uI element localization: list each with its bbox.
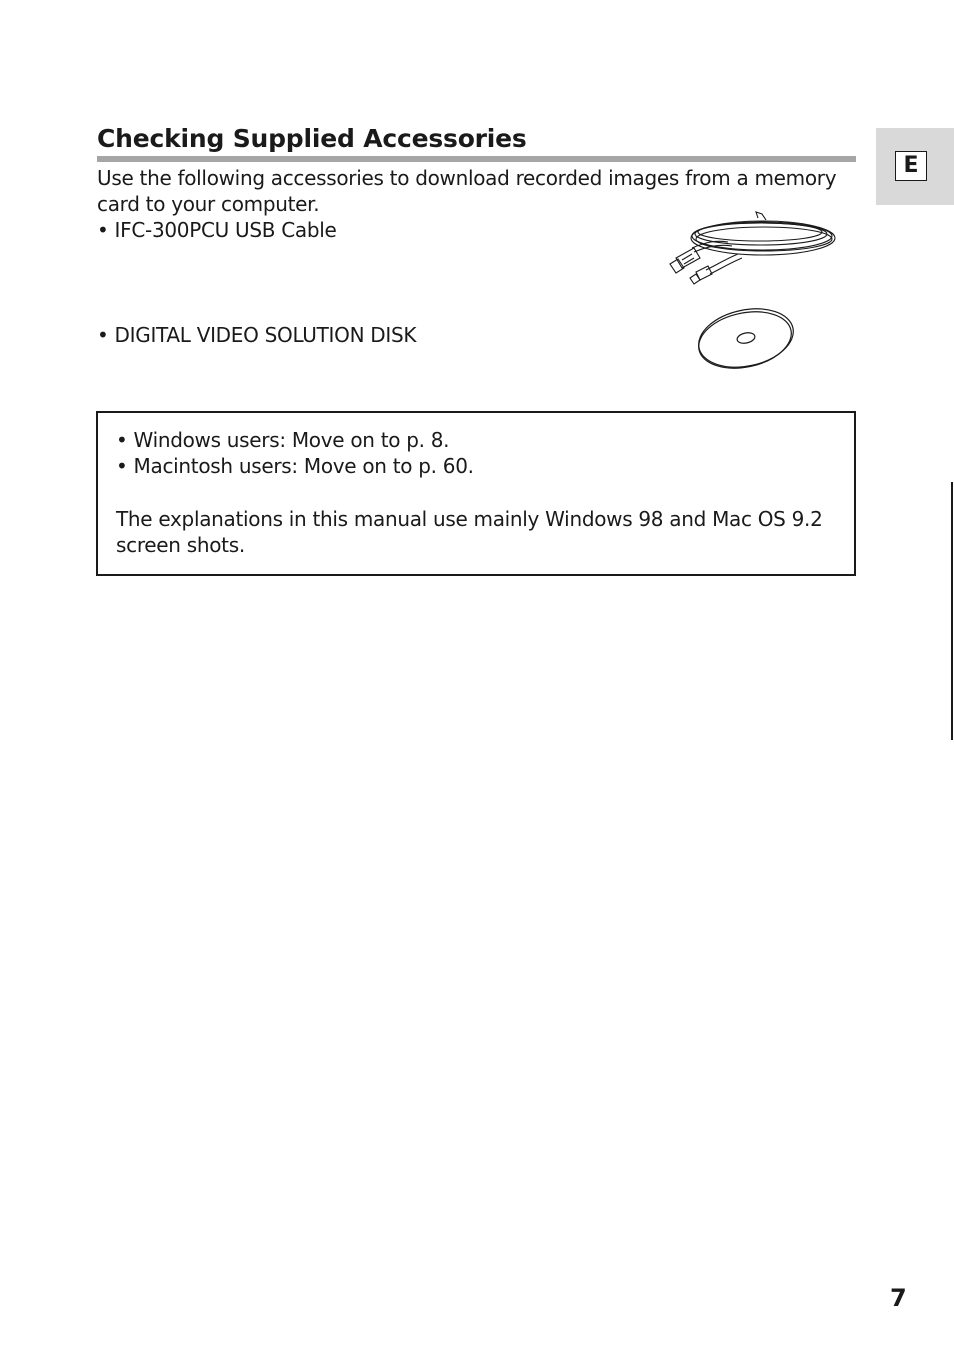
accessory-usb-cable-label: • IFC-300PCU USB Cable <box>97 218 337 242</box>
notice-paragraph: The explanations in this manual use mainly Windows 98 and Mac OS 9.2 screen shots. <box>116 507 823 557</box>
page-title: Checking Supplied Accessories <box>97 124 527 153</box>
notice-windows-line: • Windows users: Move on to p. 8. <box>116 428 450 452</box>
cd-disk-icon <box>694 304 800 372</box>
language-tab <box>876 128 954 205</box>
usb-cable-icon <box>666 208 836 294</box>
notice-box <box>96 411 856 576</box>
language-letter: E <box>895 151 927 181</box>
intro-text: Use the following accessories to download recorded images from a memory card to your computer. <box>97 166 837 216</box>
notice-mac-line: • Macintosh users: Move on to p. 60. <box>116 454 474 478</box>
page-number: 7 <box>890 1284 907 1312</box>
accessory-disk-label: • DIGITAL VIDEO SOLUTION DISK <box>97 323 417 347</box>
page-edge-marker <box>951 482 953 740</box>
title-underline <box>97 156 856 162</box>
